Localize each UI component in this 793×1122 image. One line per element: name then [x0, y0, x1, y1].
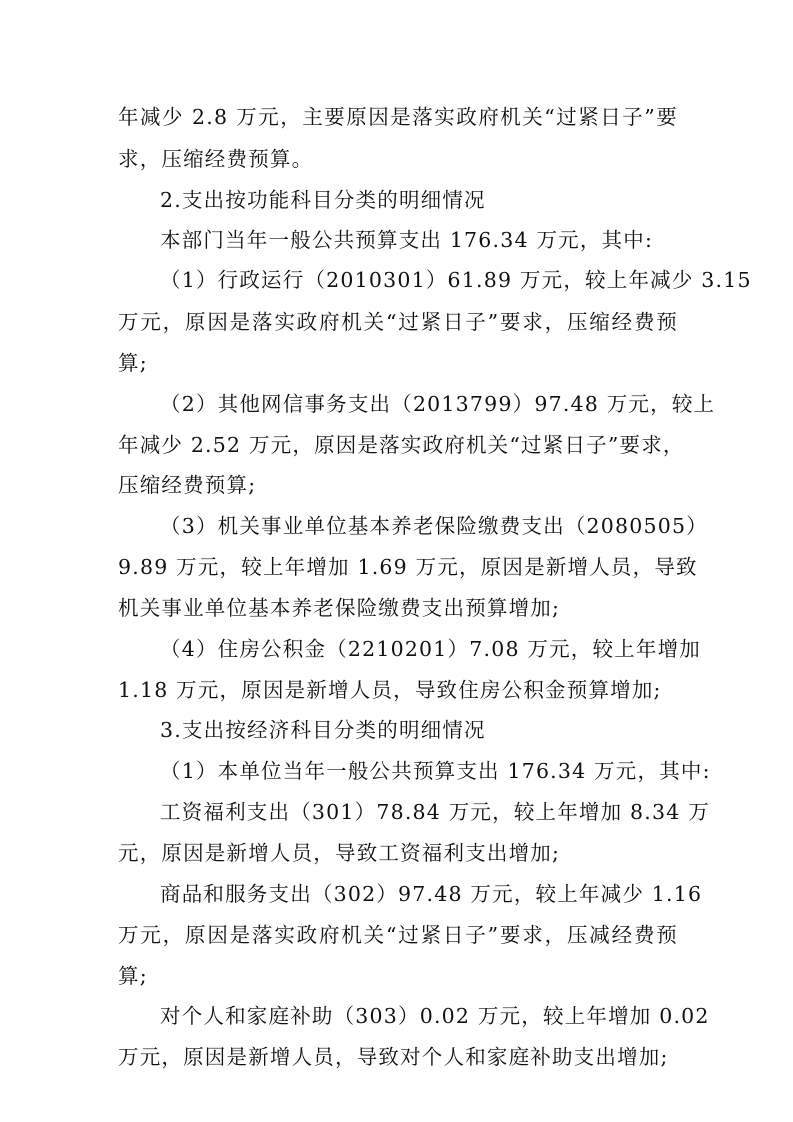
list-item: （3）机关事业单位基本养老保险缴费支出（2080505） — [160, 514, 708, 538]
list-item: （1）行政运行（2010301）61.89 万元，较上年减少 3.15 — [160, 268, 752, 292]
text-line: 求，压缩经费预算。 — [118, 147, 314, 171]
section-heading: 2.支出按功能科目分类的明细情况 — [160, 188, 486, 212]
text-line: 机关事业单位基本养老保险缴费支出预算增加; — [118, 596, 561, 620]
list-item: （4）住房公积金（2210201）7.08 万元，较上年增加 — [160, 637, 702, 661]
text-line: 万元，原因是新增人员，导致对个人和家庭补助支出增加; — [118, 1045, 669, 1069]
text-line: 商品和服务支出（302）97.48 万元，较上年减少 1.16 — [160, 882, 703, 906]
text-line: 1.18 万元，原因是新增人员，导致住房公积金预算增加; — [118, 678, 662, 702]
text-line: 年减少 2.8 万元，主要原因是落实政府机关“过紧日子”要 — [118, 105, 678, 129]
section-heading: 3.支出按经济科目分类的明细情况 — [160, 718, 486, 742]
text-line: 万元，原因是落实政府机关“过紧日子”要求，压缩经费预 — [118, 310, 678, 334]
text-line: 本部门当年一般公共预算支出 176.34 万元，其中: — [160, 228, 654, 252]
text-line: 算; — [118, 964, 148, 988]
text-line: 万元，原因是落实政府机关“过紧日子”要求，压减经费预 — [118, 923, 678, 947]
text-line: 元，原因是新增人员，导致工资福利支出增加; — [118, 841, 561, 865]
text-line: 压缩经费预算; — [118, 473, 257, 497]
list-item: （1）本单位当年一般公共预算支出 176.34 万元，其中: — [160, 759, 711, 783]
text-line: 年减少 2.52 万元，原因是落实政府机关“过紧日子”要求， — [118, 433, 685, 457]
list-item: （2）其他网信事务支出（2013799）97.48 万元，较上 — [160, 392, 716, 416]
text-line: 算; — [118, 351, 148, 375]
text-line: 9.89 万元，较上年增加 1.69 万元，原因是新增人员，导致 — [118, 555, 698, 579]
text-line: 对个人和家庭补助（303）0.02 万元，较上年增加 0.02 — [160, 1004, 710, 1028]
text-line: 工资福利支出（301）78.84 万元，较上年增加 8.34 万 — [160, 800, 710, 824]
